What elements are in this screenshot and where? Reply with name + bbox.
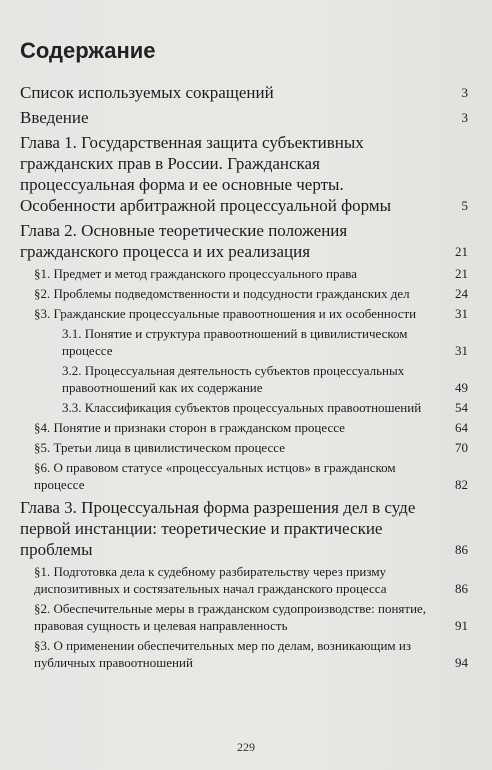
- toc-entry-title: §1. Подготовка дела к судебному разбирательству через призму диспозитивных и состязательных начал гражданского процесса: [34, 564, 387, 596]
- toc-entry-title: Глава 1. Государственная защита субъективных гражданских прав в России. Гражданская процессуальная форма и ее основные черты. Особенности арбитражной процессуальной формы: [20, 133, 392, 215]
- toc-entry-ch3-sec2: [20, 600, 468, 634]
- toc-entry-ch2-sec1: [20, 265, 468, 282]
- toc-entry-title: Глава 3. Процессуальная форма разрешения дел в суде первой инстанции: теоретические и практические проблемы: [20, 498, 416, 559]
- toc-entry-ch3-sec1: [20, 563, 468, 597]
- toc-entry-page: 86: [455, 542, 468, 557]
- toc-entry-introduction: [20, 107, 468, 128]
- page-title: Содержание: [20, 38, 156, 63]
- toc-entry-page: 91: [455, 618, 468, 633]
- toc-entry-page: 64: [455, 420, 468, 435]
- toc-entry-title: §3. Гражданские процессуальные правоотношения и их особенности: [34, 306, 417, 321]
- toc-entry-chapter-3: [20, 497, 468, 560]
- toc-entry-page: 3: [461, 110, 468, 125]
- toc-entry-chapter-1: [20, 132, 468, 216]
- toc-entry-page: 54: [455, 400, 468, 415]
- table-of-contents: [20, 82, 468, 671]
- toc-entry-title: §2. Проблемы подведомственности и подсудности гражданских дел: [34, 286, 410, 301]
- toc-entry-title: §3. О применении обеспечительных мер по делам, возникающим из публичных правоотношений: [34, 638, 411, 670]
- toc-entry-ch2-sec4: [20, 419, 468, 436]
- toc-entry-title: 3.1. Понятие и структура правоотношений в цивилистическом процессе: [62, 326, 408, 358]
- toc-entry-ch2-sec3-3: [20, 399, 468, 416]
- toc-entry-title: §4. Понятие и признаки сторон в гражданском процессе: [34, 420, 345, 435]
- toc-entry-abbreviations: [20, 82, 468, 103]
- toc-entry-ch2-sec2: [20, 285, 468, 302]
- toc-entry-page: 31: [455, 306, 468, 321]
- toc-entry-title: §2. Обеспечительные меры в гражданском судопроизводстве: понятие, правовая сущность и целевая направленность: [34, 601, 427, 633]
- toc-entry-ch2-sec3-1: [20, 325, 468, 359]
- toc-entry-title: §6. О правовом статусе «процессуальных истцов» в гражданском процессе: [34, 460, 396, 492]
- toc-entry-title: 3.3. Классификация субъектов процессуальных правоотношений: [62, 400, 422, 415]
- toc-entry-page: 21: [455, 244, 468, 259]
- toc-entry-page: 31: [455, 343, 468, 358]
- toc-entry-page: 5: [461, 198, 468, 213]
- toc-entry-page: 3: [461, 85, 468, 100]
- toc-entry-page: 94: [455, 655, 468, 670]
- toc-entry-ch2-sec3-2: [20, 362, 468, 396]
- toc-entry-ch2-sec5: [20, 439, 468, 456]
- toc-entry-page: 82: [455, 477, 468, 492]
- toc-entry-ch2-sec6: [20, 459, 468, 493]
- page-number: 229: [237, 740, 255, 754]
- toc-entry-title: §1. Предмет и метод гражданского процессуального права: [34, 266, 358, 281]
- toc-entry-title: §5. Третьи лица в цивилистическом процессе: [34, 440, 285, 455]
- toc-entry-ch3-sec3: [20, 637, 468, 671]
- toc-entry-ch2-sec3: [20, 305, 468, 322]
- toc-entry-chapter-2: [20, 220, 468, 262]
- toc-entry-page: 21: [455, 266, 468, 281]
- toc-entry-page: 86: [455, 581, 468, 596]
- toc-entry-title: Глава 2. Основные теоретические положения гражданского процесса и их реализация: [20, 221, 348, 261]
- toc-entry-page: 24: [455, 286, 468, 301]
- toc-entry-title: Список используемых сокращений: [20, 83, 274, 102]
- toc-entry-title: Введение: [20, 108, 89, 127]
- toc-entry-page: 49: [455, 380, 468, 395]
- toc-entry-page: 70: [455, 440, 468, 455]
- toc-entry-title: 3.2. Процессуальная деятельность субъектов процессуальных правоотношений как их содержание: [62, 363, 405, 395]
